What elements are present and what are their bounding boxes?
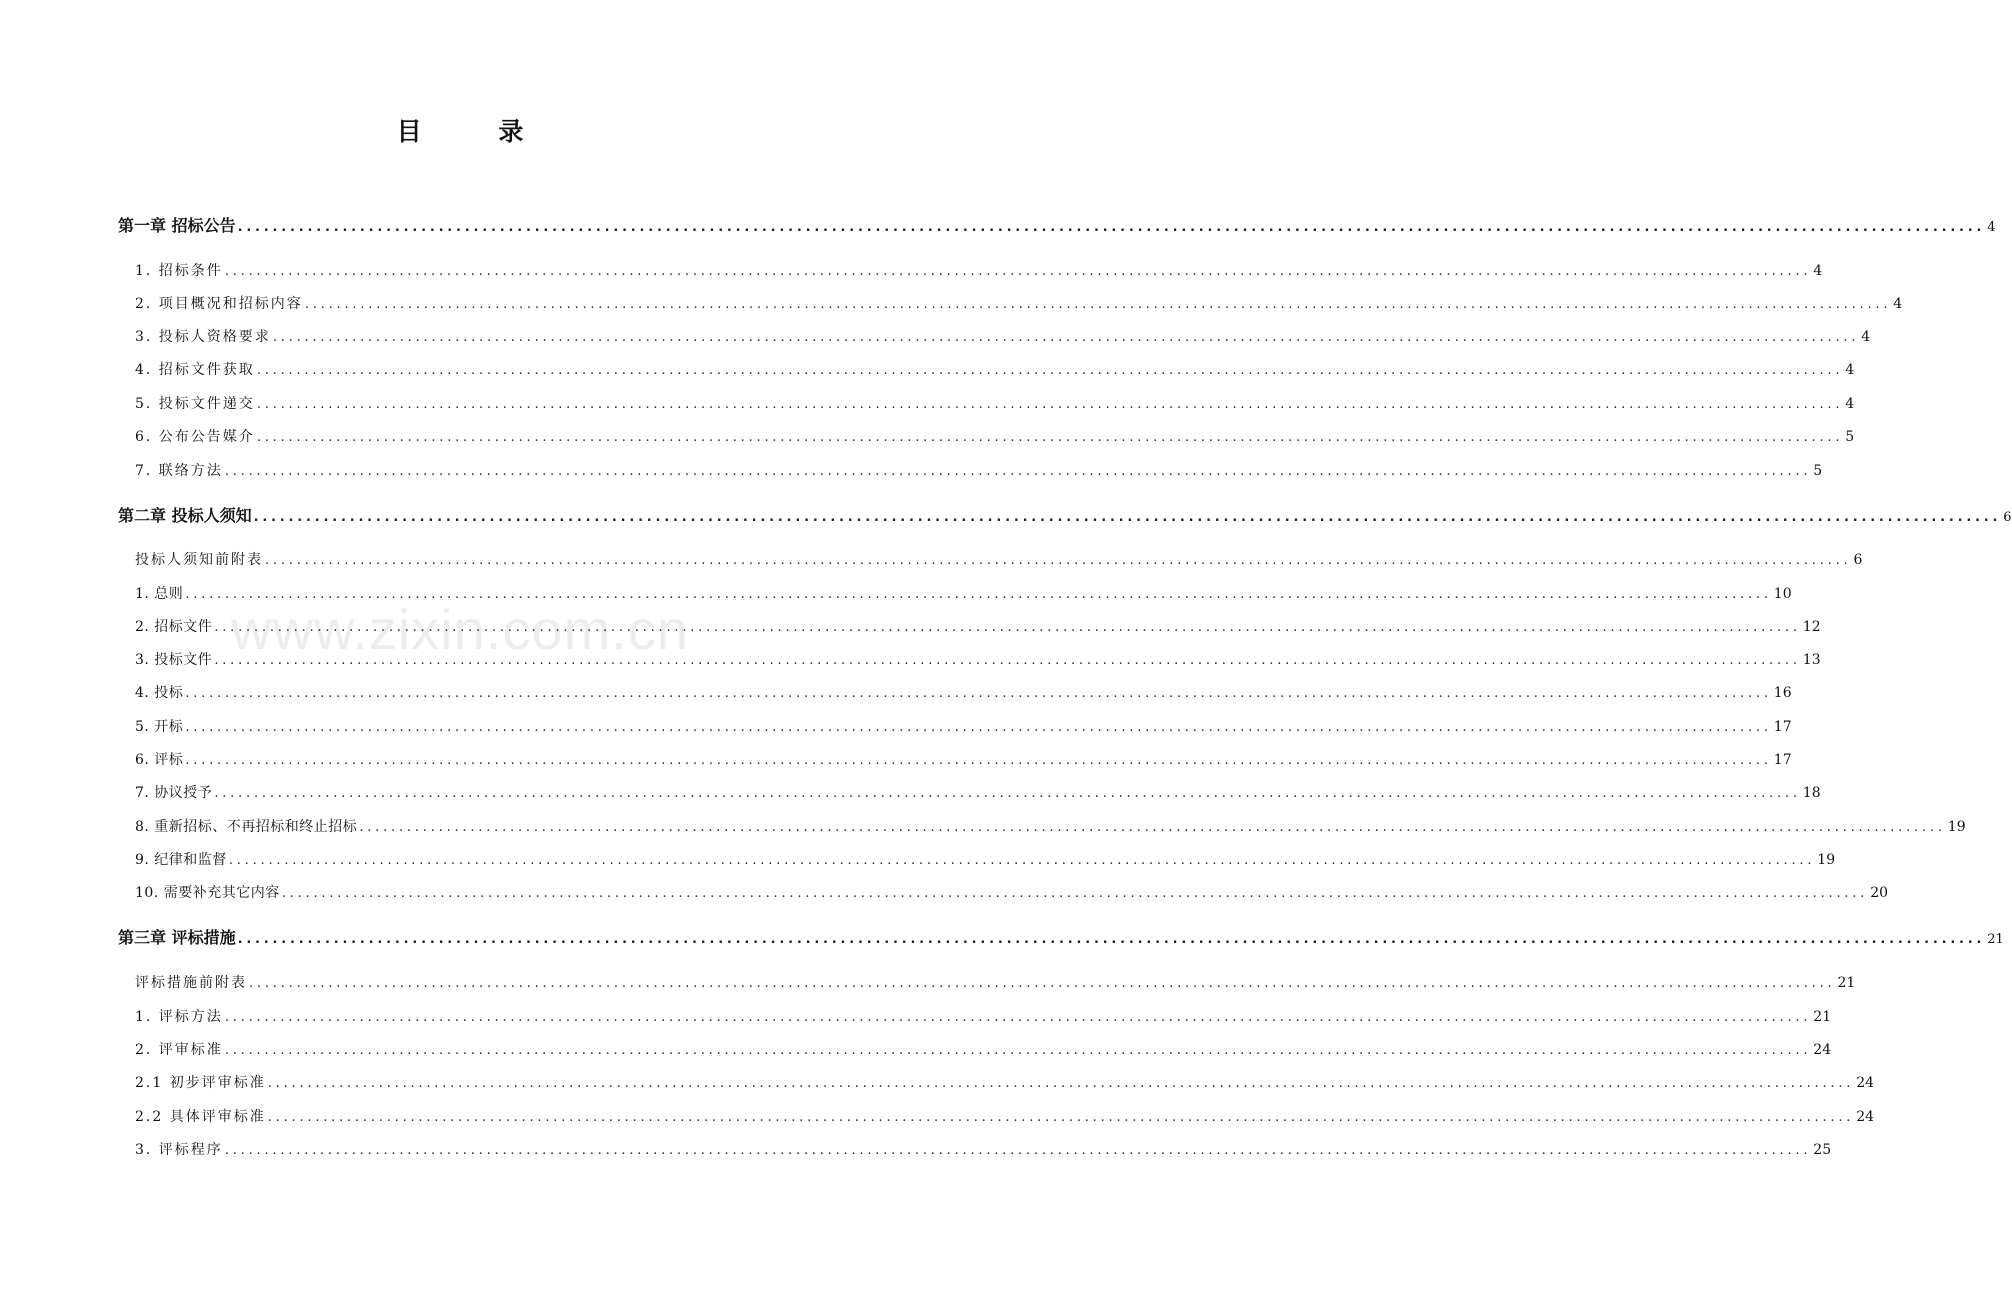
toc-page-number: 12 <box>1802 619 1821 635</box>
toc-entry-title: 1. 评标方法 <box>135 1009 223 1025</box>
toc-entry[interactable] <box>135 357 1855 383</box>
toc-leader-dots: ........................................................................................................................................................................................................ <box>214 620 1801 635</box>
toc-entry[interactable] <box>135 1037 1832 1063</box>
toc-page-number: 10 <box>1773 586 1792 602</box>
toc-leader-dots: ........................................................................................................................................................................................................ <box>228 853 1816 868</box>
toc-entry-title: 7. 联络方法 <box>135 463 223 479</box>
toc-page-number: 21 <box>1813 1009 1832 1025</box>
toc-leader-dots: ........................................................................................................................................................................................................ <box>272 330 1860 345</box>
toc-leader-dots: ........................................................................................................................................................................................................ <box>224 1143 1812 1158</box>
toc-entry-title: 5. 开标 <box>135 719 184 735</box>
toc-entry-title: 4. 投标 <box>135 685 184 701</box>
toc-entry-title: 3. 投标文件 <box>135 652 213 668</box>
toc-entry-title: 9. 纪律和监督 <box>135 852 227 868</box>
toc-entry-title: 1. 招标条件 <box>135 263 223 279</box>
toc-entry[interactable] <box>135 747 1792 773</box>
toc-entry-title: 投标人须知前附表 <box>135 552 263 568</box>
toc-entry[interactable] <box>135 1137 1832 1163</box>
toc-entry[interactable] <box>135 814 1966 840</box>
toc-entry[interactable] <box>135 547 1863 573</box>
toc-entry[interactable] <box>135 1104 1875 1130</box>
toc-entry-title: 第一章 招标公告 <box>118 216 236 235</box>
toc-entry-title: 10. 需要补充其它内容 <box>135 885 280 901</box>
toc-entry-title: 2. 招标文件 <box>135 619 213 635</box>
toc-page-number: 21 <box>1837 975 1856 991</box>
toc-entry-title: 第三章 评标措施 <box>118 928 236 947</box>
toc-entry-title: 2.1 初步评审标准 <box>135 1075 266 1091</box>
toc-leader-dots: ........................................................................................................................................................................................................ <box>224 464 1812 479</box>
toc-leader-dots: ........................................................................................................................................................................................................ <box>237 932 1986 947</box>
toc-entry-title: 2. 评审标准 <box>135 1042 223 1058</box>
toc-entry-title: 7. 协议授予 <box>135 785 213 801</box>
toc-chapter-entry[interactable] <box>118 925 2004 951</box>
toc-page-number: 21 <box>1987 932 2004 947</box>
toc-leader-dots: ........................................................................................................................................................................................................ <box>256 430 1844 445</box>
toc-page-number: 4 <box>1861 329 1871 345</box>
toc-entry-title: 3. 投标人资格要求 <box>135 329 271 345</box>
watermark: www.zixin.com.cn <box>231 598 689 661</box>
toc-entry[interactable] <box>135 391 1855 417</box>
toc-entry-title: 第二章 投标人须知 <box>118 506 252 525</box>
toc-entry[interactable] <box>135 614 1821 640</box>
toc-leader-dots: ........................................................................................................................................................................................................ <box>249 976 1836 991</box>
toc-leader-dots: ........................................................................................................................................................................................................ <box>185 720 1772 735</box>
toc-entry[interactable] <box>135 647 1821 673</box>
toc-page-number: 13 <box>1802 652 1821 668</box>
toc-entry[interactable] <box>135 680 1792 706</box>
toc-leader-dots: ........................................................................................................................................................................................................ <box>185 686 1772 701</box>
toc-entry-title: 6. 评标 <box>135 752 184 768</box>
toc-entry-title: 3. 评标程序 <box>135 1142 223 1158</box>
toc-page-number: 4 <box>1813 263 1823 279</box>
toc-page-number: 6 <box>1853 552 1863 568</box>
toc-page-number: 20 <box>1870 885 1889 901</box>
toc-entry-title: 4. 招标文件获取 <box>135 362 255 378</box>
toc-page-number: 4 <box>1987 220 1996 235</box>
toc-page-number: 17 <box>1773 719 1792 735</box>
toc-page-number: 16 <box>1773 685 1792 701</box>
toc-leader-dots: ........................................................................................................................................................................................................ <box>224 1010 1812 1025</box>
toc-entry[interactable] <box>135 458 1823 484</box>
toc-leader-dots: ........................................................................................................................................................................................................ <box>281 886 1869 901</box>
toc-page-number: 24 <box>1856 1109 1875 1125</box>
toc-entry[interactable] <box>135 424 1855 450</box>
toc-entry[interactable] <box>135 324 1871 350</box>
toc-page-number: 17 <box>1773 752 1792 768</box>
toc-chapter-entry[interactable] <box>118 503 2012 529</box>
toc-leader-dots: ........................................................................................................................................................................................................ <box>359 820 1946 835</box>
toc-entry-title: 5. 投标文件递交 <box>135 396 255 412</box>
toc-entry[interactable] <box>135 1070 1875 1096</box>
toc-entry[interactable] <box>135 581 1792 607</box>
toc-page-number: 19 <box>1947 819 1966 835</box>
toc-page-number: 18 <box>1802 785 1821 801</box>
toc-entry-title: 评标措施前附表 <box>135 975 247 991</box>
toc-leader-dots: ........................................................................................................................................................................................................ <box>214 786 1801 801</box>
toc-page-number: 19 <box>1817 852 1836 868</box>
toc-leader-dots: ........................................................................................................................................................................................................ <box>267 1110 1855 1125</box>
toc-leader-dots: ........................................................................................................................................................................................................ <box>253 510 2002 525</box>
toc-page-number: 4 <box>1845 362 1855 378</box>
toc-entry-title: 1. 总则 <box>135 586 184 602</box>
toc-entry[interactable] <box>135 291 1903 317</box>
toc-page-number: 5 <box>1845 429 1855 445</box>
page-title: 目 录 <box>396 117 558 146</box>
toc-page-number: 6 <box>2003 510 2012 525</box>
toc-entry-title: 2.2 具体评审标准 <box>135 1109 266 1125</box>
toc-leader-dots: ........................................................................................................................................................................................................ <box>256 397 1844 412</box>
toc-leader-dots: ........................................................................................................................................................................................................ <box>224 1043 1812 1058</box>
toc-page-number: 25 <box>1813 1142 1832 1158</box>
toc-entry-title: 8. 重新招标、不再招标和终止招标 <box>135 819 358 835</box>
toc-chapter-entry[interactable] <box>118 213 1996 239</box>
toc-page-number: 5 <box>1813 463 1823 479</box>
toc-entry-title: 6. 公布公告媒介 <box>135 429 255 445</box>
toc-entry-title: 2. 项目概况和招标内容 <box>135 296 303 312</box>
toc-page-number: 4 <box>1845 396 1855 412</box>
toc-entry[interactable] <box>135 880 1889 906</box>
toc-leader-dots: ........................................................................................................................................................................................................ <box>224 264 1812 279</box>
toc-leader-dots: ........................................................................................................................................................................................................ <box>267 1076 1855 1091</box>
toc-leader-dots: ........................................................................................................................................................................................................ <box>265 553 1852 568</box>
toc-page-number: 4 <box>1893 296 1903 312</box>
toc-entry[interactable] <box>135 847 1836 873</box>
toc-page-number: 24 <box>1813 1042 1832 1058</box>
toc-leader-dots: ........................................................................................................................................................................................................ <box>256 363 1844 378</box>
toc-leader-dots: ........................................................................................................................................................................................................ <box>185 753 1772 768</box>
toc-leader-dots: ........................................................................................................................................................................................................ <box>214 653 1801 668</box>
toc-page-number: 24 <box>1856 1075 1875 1091</box>
toc-entry[interactable] <box>135 258 1823 284</box>
toc-leader-dots: ........................................................................................................................................................................................................ <box>237 220 1986 235</box>
toc-entry[interactable] <box>135 1004 1832 1030</box>
toc-entry[interactable] <box>135 780 1821 806</box>
toc-leader-dots: ........................................................................................................................................................................................................ <box>185 587 1772 602</box>
toc-leader-dots: ........................................................................................................................................................................................................ <box>304 297 1892 312</box>
toc-entry[interactable] <box>135 714 1792 740</box>
toc-entry[interactable] <box>135 970 1856 996</box>
